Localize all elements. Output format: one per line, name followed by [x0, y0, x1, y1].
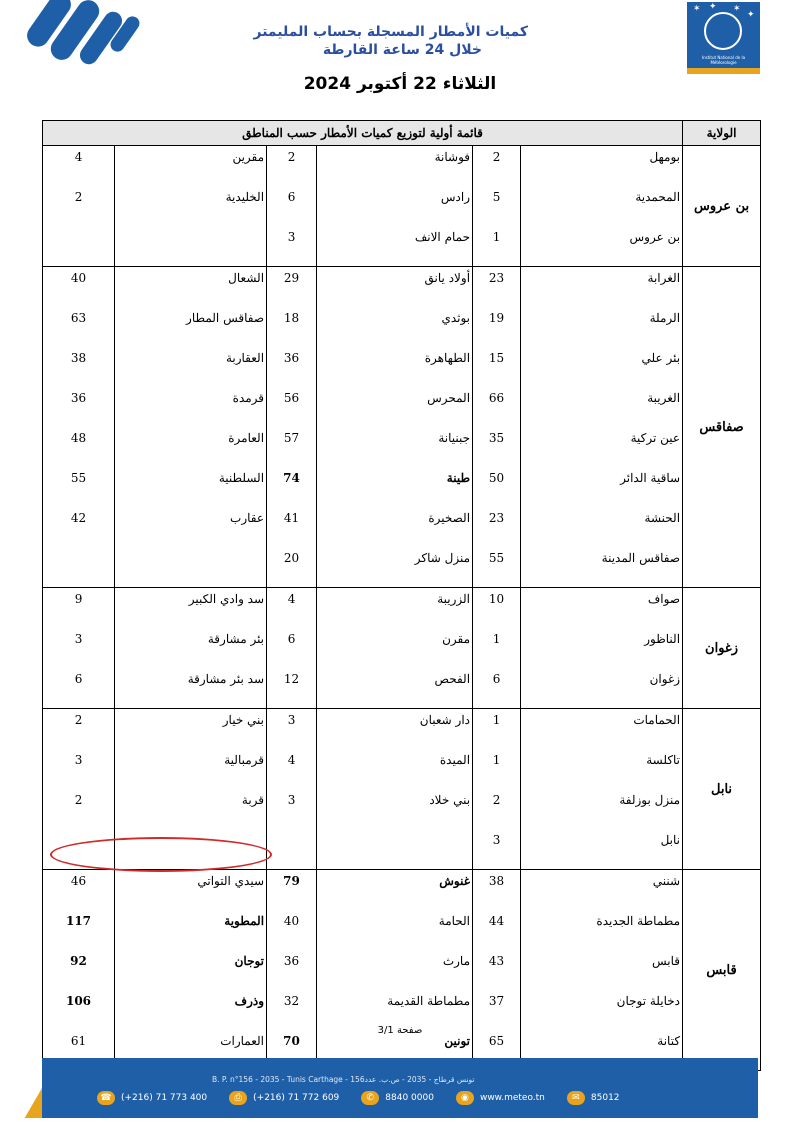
- fax-icon: ⎙: [229, 1091, 247, 1105]
- station-name: توجان: [115, 950, 267, 990]
- header-governorate: الولاية: [683, 121, 761, 146]
- table-row: [43, 267, 761, 308]
- table-row: [43, 709, 761, 750]
- rainfall-value: [43, 226, 115, 267]
- highlight-circle: [50, 837, 272, 872]
- table-row: [43, 588, 761, 629]
- station-name: فوشانة: [317, 146, 473, 187]
- governorate-cell: زغوان: [683, 588, 761, 709]
- inm-logo: ✶ ✦ ✶ ✦ Institut National de la Météorologie: [687, 2, 760, 74]
- footer-contact-text: 85012: [590, 1093, 620, 1103]
- rainfall-value: 106: [43, 990, 115, 1030]
- station-name: دخايلة توجان: [521, 990, 683, 1030]
- rainfall-value: 2: [43, 186, 115, 226]
- station-name: عين تركية: [521, 427, 683, 467]
- table-row: [43, 668, 761, 709]
- table-row: [43, 226, 761, 267]
- rainfall-value: 66: [473, 387, 521, 427]
- rainfall-value: 3: [473, 829, 521, 870]
- governorate-cell: نابل: [683, 709, 761, 870]
- rainfall-value: 70: [267, 1030, 317, 1071]
- rainfall-value: 36: [267, 347, 317, 387]
- station-name: صواف: [521, 588, 683, 629]
- rainfall-value: 2: [473, 146, 521, 187]
- rainfall-value: 35: [473, 427, 521, 467]
- station-name: بومهل: [521, 146, 683, 187]
- rainfall-value: [43, 547, 115, 588]
- rainfall-value: 4: [43, 146, 115, 187]
- station-name: السلطنية: [115, 467, 267, 507]
- rainfall-value: 55: [473, 547, 521, 588]
- rainfall-value: 117: [43, 910, 115, 950]
- rainfall-value: 1: [473, 226, 521, 267]
- station-name: سيدي التواتي: [115, 870, 267, 911]
- rainfall-value: 4: [267, 749, 317, 789]
- rainfall-value: 57: [267, 427, 317, 467]
- footer-contact-text: www.meteo.tn: [479, 1093, 545, 1103]
- station-name: سد بئر مشارقة: [115, 668, 267, 709]
- report-subtitle: خلال 24 ساعة القارطة: [322, 42, 482, 58]
- station-name: الشعال: [115, 267, 267, 308]
- report-date: الثلاثاء 22 أكتوبر 2024: [303, 74, 497, 94]
- table-row: [43, 186, 761, 226]
- rainfall-value: 2: [43, 789, 115, 829]
- station-name: نابل: [521, 829, 683, 870]
- table-row: [43, 467, 761, 507]
- station-name: [115, 547, 267, 588]
- station-name: الناظور: [521, 628, 683, 668]
- footer-contact-item: [361, 1091, 434, 1105]
- table-row: [43, 910, 761, 950]
- station-name: دار شعبان: [317, 709, 473, 750]
- rainfall-value: 6: [267, 628, 317, 668]
- table-row: [43, 628, 761, 668]
- rainfall-value: 2: [43, 709, 115, 750]
- rainfall-value: 48: [43, 427, 115, 467]
- station-name: منزل بوزلفة: [521, 789, 683, 829]
- rainfall-value: 19: [473, 307, 521, 347]
- station-name: الحامة: [317, 910, 473, 950]
- station-name: وذرف: [115, 990, 267, 1030]
- rainfall-value: 1: [473, 628, 521, 668]
- table-row: [43, 387, 761, 427]
- rainfall-value: 43: [473, 950, 521, 990]
- governorate-cell: صفاقس: [683, 267, 761, 588]
- station-name: زغوان: [521, 668, 683, 709]
- station-name: بني خيار: [115, 709, 267, 750]
- station-name: [317, 829, 473, 870]
- rainfall-value: 63: [43, 307, 115, 347]
- governorate-cell: بن عروس: [683, 146, 761, 267]
- station-name: الصخيرة: [317, 507, 473, 547]
- web-icon: ◉: [456, 1091, 474, 1105]
- station-name: بني خلاد: [317, 789, 473, 829]
- rainfall-value: 20: [267, 547, 317, 588]
- station-name: عقارب: [115, 507, 267, 547]
- rainfall-value: 37: [473, 990, 521, 1030]
- rainfall-value: 15: [473, 347, 521, 387]
- rainfall-value: 12: [267, 668, 317, 709]
- station-name: المطوية: [115, 910, 267, 950]
- governorate-cell: قابس: [683, 870, 761, 1071]
- station-name: رادس: [317, 186, 473, 226]
- table-row: [43, 950, 761, 990]
- station-name: حمام الانف: [317, 226, 473, 267]
- station-name: الحمامات: [521, 709, 683, 750]
- station-name: تاكلسة: [521, 749, 683, 789]
- station-name: العامرة: [115, 427, 267, 467]
- rainfall-value: 38: [43, 347, 115, 387]
- rainfall-value: 23: [473, 507, 521, 547]
- station-name: الزريبة: [317, 588, 473, 629]
- station-name: الفحص: [317, 668, 473, 709]
- rainfall-value: 50: [473, 467, 521, 507]
- station-name: قربة: [115, 789, 267, 829]
- report-title: كميات الأمطار المسجلة بحساب المليمتر: [253, 24, 528, 40]
- station-name: سد وادي الكبير: [115, 588, 267, 629]
- rainfall-value: 3: [43, 628, 115, 668]
- table-row: [43, 870, 761, 911]
- station-name: ساقية الدائر: [521, 467, 683, 507]
- rainfall-value: 5: [473, 186, 521, 226]
- rainfall-value: 32: [267, 990, 317, 1030]
- station-name: الطهاهرة: [317, 347, 473, 387]
- table-row: [43, 347, 761, 387]
- station-name: منزل شاكر: [317, 547, 473, 588]
- footer-contact-text: 8840 0000: [385, 1093, 434, 1103]
- station-name: الرملة: [521, 307, 683, 347]
- rainfall-value: 2: [473, 789, 521, 829]
- station-name: صفاقس المدينة: [521, 547, 683, 588]
- station-name: الخليدية: [115, 186, 267, 226]
- station-name: بوثدي: [317, 307, 473, 347]
- station-name: المحمدية: [521, 186, 683, 226]
- rainfall-value: 3: [267, 226, 317, 267]
- rainfall-value: [267, 829, 317, 870]
- rainfall-value: 23: [473, 267, 521, 308]
- station-name: تونين: [317, 1030, 473, 1071]
- station-name: قابس: [521, 950, 683, 990]
- page-number: صفحة 3/1: [377, 1025, 423, 1036]
- station-name: طينة: [317, 467, 473, 507]
- rainfall-value: 9: [43, 588, 115, 629]
- rainfall-value: 3: [267, 709, 317, 750]
- station-name: مقرين: [115, 146, 267, 187]
- station-name: بئر مشارقة: [115, 628, 267, 668]
- rainfall-value: 41: [267, 507, 317, 547]
- rainfall-value: 40: [267, 910, 317, 950]
- rainfall-value: 1: [473, 749, 521, 789]
- sms-icon: ✉: [567, 1091, 585, 1105]
- station-name: جبنيانة: [317, 427, 473, 467]
- rainfall-value: 6: [43, 668, 115, 709]
- footer-contact-item: [456, 1091, 545, 1105]
- station-name: أولاد يانق: [317, 267, 473, 308]
- footer-contact-text: (+216) 71 773 400: [121, 1093, 208, 1103]
- footer-bar: [42, 1058, 758, 1118]
- rainfall-value: 2: [267, 146, 317, 187]
- rainfall-value: 61: [43, 1030, 115, 1071]
- station-name: مطماطة الجديدة: [521, 910, 683, 950]
- rainfall-value: 74: [267, 467, 317, 507]
- station-name: الغرابة: [521, 267, 683, 308]
- rainfall-value: 42: [43, 507, 115, 547]
- call-icon: ✆: [361, 1091, 379, 1105]
- station-name: كتانة: [521, 1030, 683, 1071]
- station-name: بئر علي: [521, 347, 683, 387]
- station-name: مارث: [317, 950, 473, 990]
- footer-contact-item: [97, 1091, 207, 1105]
- footer-contact-item: [567, 1091, 620, 1105]
- rainfall-value: 6: [473, 668, 521, 709]
- station-name: مقرن: [317, 628, 473, 668]
- footer-address: B. P. n°156 - 2035 - Tunis Carthage - تونس قرطاج - 2035 - ص.ب. عدد156: [212, 1075, 475, 1084]
- rainfall-value: 18: [267, 307, 317, 347]
- rainfall-value: 65: [473, 1030, 521, 1071]
- footer-contact-text: (+216) 71 772 609: [253, 1093, 340, 1103]
- rainfall-value: 10: [473, 588, 521, 629]
- station-name: شنني: [521, 870, 683, 911]
- rainfall-value: 92: [43, 950, 115, 990]
- rainfall-value: 1: [473, 709, 521, 750]
- rainfall-value: 44: [473, 910, 521, 950]
- rainfall-value: 3: [43, 749, 115, 789]
- rainfall-value: 3: [267, 789, 317, 829]
- table-row: [43, 990, 761, 1030]
- rainfall-value: 38: [473, 870, 521, 911]
- station-name: العمارات: [115, 1030, 267, 1071]
- table-row: [43, 427, 761, 467]
- rainfall-value: 79: [267, 870, 317, 911]
- rainfall-value: 36: [267, 950, 317, 990]
- rainfall-value: 55: [43, 467, 115, 507]
- footer-contact-item: [229, 1091, 339, 1105]
- header-list-title: قائمة أولية لتوزيع كميات الأمطار حسب المناطق: [43, 121, 683, 146]
- station-name: صفاقس المطار: [115, 307, 267, 347]
- rainfall-value: 29: [267, 267, 317, 308]
- table-row: [43, 146, 761, 187]
- station-name: الحنشة: [521, 507, 683, 547]
- station-name: قرمبالية: [115, 749, 267, 789]
- table-row: [43, 547, 761, 588]
- station-name: العقاربة: [115, 347, 267, 387]
- table-row: [43, 749, 761, 789]
- rainfall-value: 46: [43, 870, 115, 911]
- rainfall-value: 40: [43, 267, 115, 308]
- station-name: غنوش: [317, 870, 473, 911]
- station-name: المحرس: [317, 387, 473, 427]
- station-name: بن عروس: [521, 226, 683, 267]
- station-name: قرمدة: [115, 387, 267, 427]
- rainfall-value: 4: [267, 588, 317, 629]
- rainfall-value: 6: [267, 186, 317, 226]
- table-row: [43, 507, 761, 547]
- rainfall-value: 36: [43, 387, 115, 427]
- table-row: [43, 307, 761, 347]
- station-name: [115, 226, 267, 267]
- rainfall-table: [42, 120, 761, 1071]
- table-row: [43, 789, 761, 829]
- station-name: الغريبة: [521, 387, 683, 427]
- rainfall-value: 56: [267, 387, 317, 427]
- station-name: مطماطة القديمة: [317, 990, 473, 1030]
- phone-icon: ☎: [97, 1091, 115, 1105]
- station-name: الميدة: [317, 749, 473, 789]
